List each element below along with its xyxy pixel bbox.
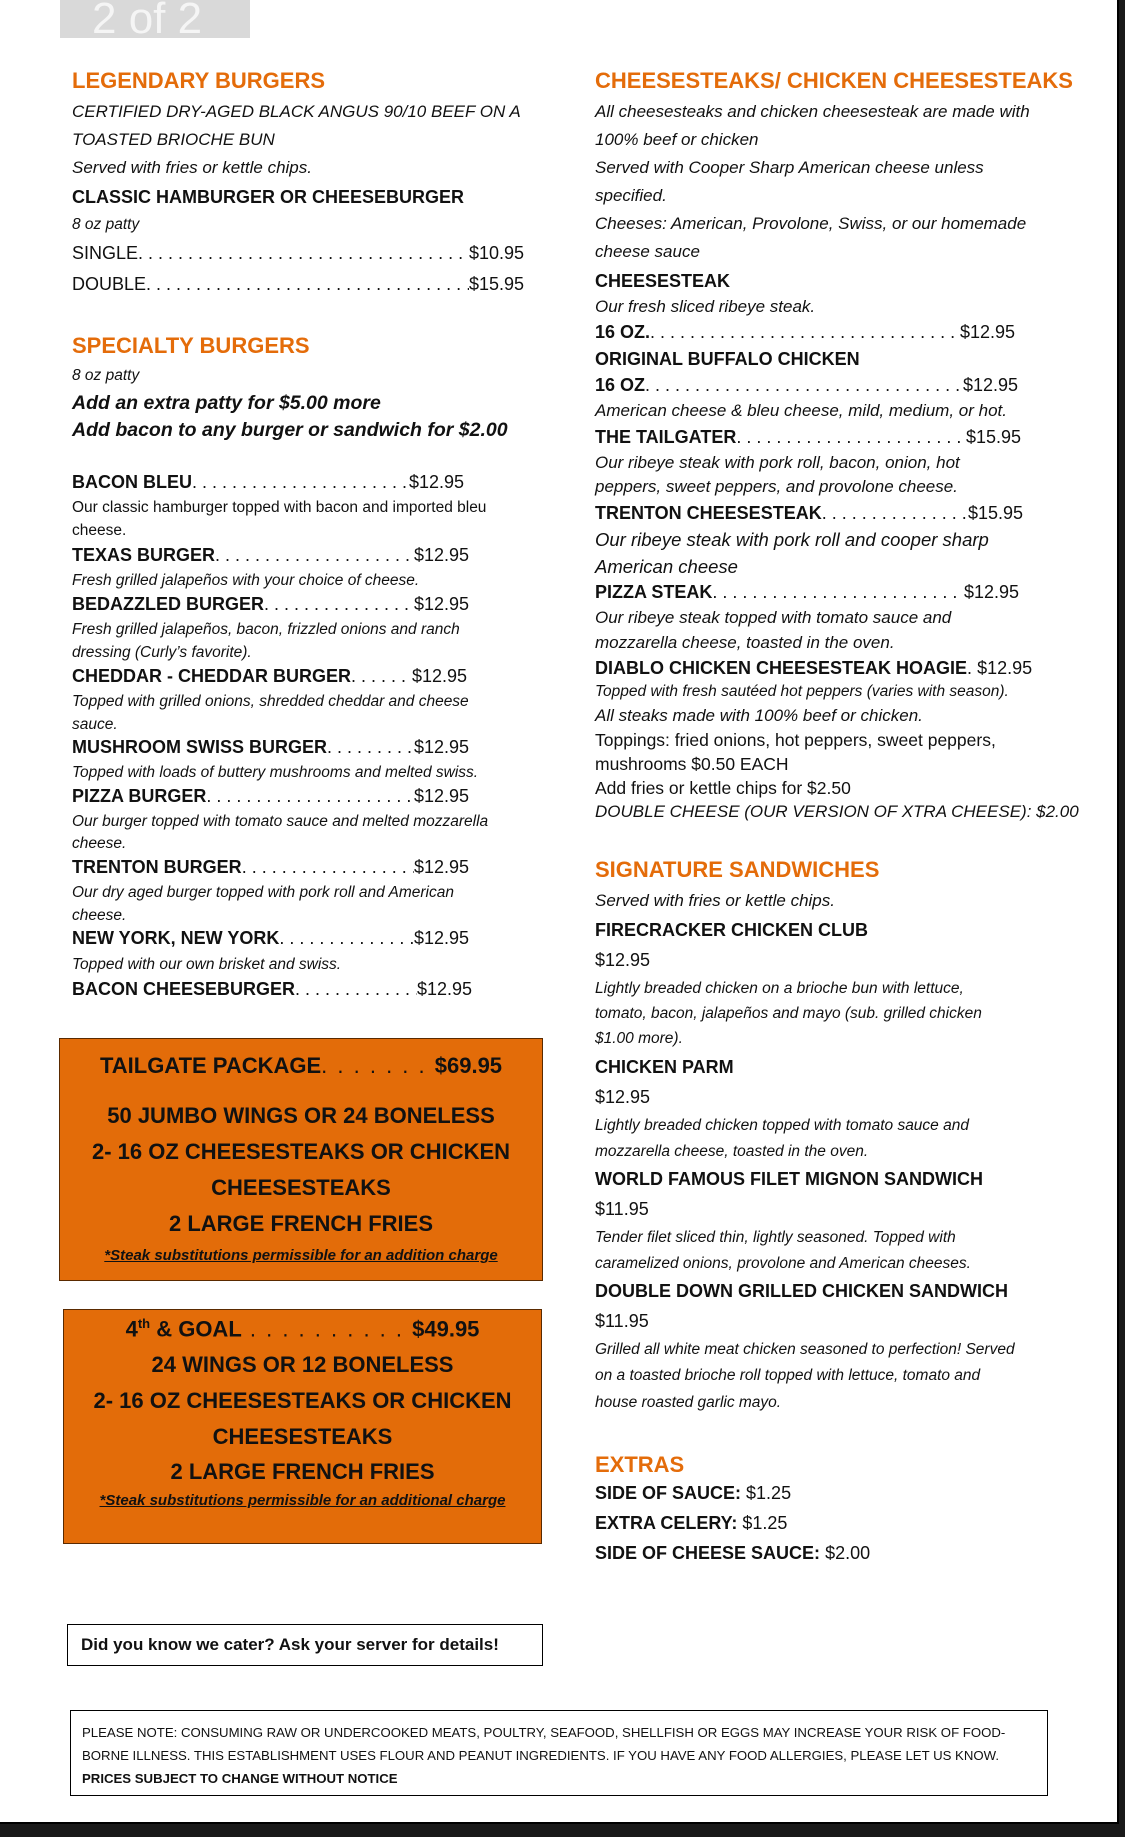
menu-item-pizza-burger bbox=[72, 786, 469, 807]
item-price: $12.95 bbox=[977, 658, 1033, 678]
item-desc: cheese. bbox=[72, 835, 127, 852]
item-desc: house roasted garlic mayo. bbox=[595, 1394, 782, 1411]
extra-item bbox=[595, 1483, 791, 1504]
item-desc: peppers, sweet peppers, and provolone cheese. bbox=[595, 477, 958, 496]
item-desc: tomato, bacon, jalapeños and mayo (sub. grilled chicken bbox=[595, 1005, 982, 1022]
item-desc: cheese. bbox=[72, 522, 127, 539]
item-title: CLASSIC HAMBURGER OR CHEESEBURGER bbox=[72, 187, 465, 207]
item-desc: caramelized onions, provolone and American cheeses. bbox=[595, 1255, 971, 1272]
item-desc: Tender filet sliced thin, lightly seasoned. Topped with bbox=[595, 1229, 956, 1246]
item-title: ORIGINAL BUFFALO CHICKEN bbox=[595, 349, 860, 369]
package-line: CHEESESTEAKS bbox=[212, 1424, 393, 1449]
item-desc: Our dry aged burger topped with pork roll and American bbox=[72, 884, 454, 901]
item-name: PIZZA STEAK bbox=[595, 582, 713, 602]
package-line: 2- 16 OZ CHEESESTEAKS OR CHICKEN bbox=[93, 1388, 512, 1413]
catering-note bbox=[67, 1624, 543, 1666]
menu-item-bacon-cheeseburger bbox=[72, 979, 472, 1000]
goal-sup: th bbox=[137, 1316, 151, 1331]
tailgate-package-box bbox=[59, 1038, 543, 1281]
extra-label: SIDE OF SAUCE: bbox=[595, 1483, 742, 1503]
section-title-legendary-burgers: LEGENDARY BURGERS bbox=[72, 68, 326, 93]
item-name: BACON CHEESEBURGER bbox=[72, 979, 296, 999]
item-name: TRENTON CHEESESTEAK bbox=[595, 503, 822, 523]
item-name: SINGLE bbox=[72, 243, 139, 263]
burgers-desc: TOASTED BRIOCHE BUN bbox=[72, 130, 275, 149]
menu-item-cheddar-burger bbox=[72, 666, 467, 687]
package-price: $49.95 bbox=[412, 1316, 480, 1342]
item-price: $12.95 bbox=[963, 582, 1019, 602]
item-desc: dressing (Curly’s favorite). bbox=[72, 644, 252, 661]
item-price: $12.95 bbox=[595, 1087, 651, 1107]
item-price: $15.95 bbox=[965, 427, 1021, 447]
item-desc: American cheese bbox=[595, 556, 738, 577]
goal-title: 4th & GOAL . . . . . . . . . . $49.95 bbox=[125, 1316, 480, 1342]
item-desc: Our ribeye steak with pork roll, bacon, onion, hot bbox=[595, 453, 960, 472]
menu-item-single bbox=[72, 243, 524, 264]
item-desc: Our ribeye steak with pork roll and cooper sharp bbox=[595, 529, 989, 550]
menu-item-trenton-cheesesteak bbox=[595, 503, 1023, 524]
menu-item-tailgater bbox=[595, 427, 1021, 448]
cheesesteaks-desc: 100% beef or chicken bbox=[595, 130, 759, 149]
extra-label: SIDE OF CHEESE SAUCE: bbox=[595, 1543, 821, 1563]
item-desc: on a toasted brioche roll topped with lettuce, tomato and bbox=[595, 1367, 981, 1384]
package-price: $69.95 bbox=[434, 1053, 503, 1078]
package-name: & GOAL bbox=[150, 1316, 242, 1342]
item-price: $12.95 bbox=[413, 928, 469, 948]
item-name: THE TAILGATER bbox=[595, 427, 737, 447]
cheesesteaks-desc: All cheesesteaks and chicken cheesesteak are made with bbox=[595, 102, 1030, 121]
item-title: CHICKEN PARM bbox=[595, 1057, 734, 1077]
package-note: *Steak substitutions permissible for an addition charge bbox=[104, 1247, 498, 1264]
cheesesteaks-desc: Cheeses: American, Provolone, Swiss, or our homemade bbox=[595, 214, 1027, 233]
disclaimer-line: PLEASE NOTE: CONSUMING RAW OR UNDERCOOKED MEATS, POULTRY, SEAFOOD, SHELLFISH OR EGGS MAY INCREASE YOUR RISK OF FOOD- bbox=[82, 1725, 1006, 1740]
section-title-cheesesteaks: CHEESESTEAKS/ CHICKEN CHEESESTEAKS bbox=[595, 68, 1073, 93]
item-name: BACON BLEU bbox=[72, 472, 192, 492]
goal-number: 4 bbox=[125, 1316, 138, 1342]
item-desc: Topped with grilled onions, shredded cheddar and cheese bbox=[72, 693, 469, 710]
extra-patty-note: Add an extra patty for $5.00 more bbox=[72, 392, 381, 414]
item-desc: Our fresh sliced ribeye steak. bbox=[595, 297, 816, 316]
section-title-specialty-burgers: SPECIALTY BURGERS bbox=[72, 333, 310, 358]
menu-item-double bbox=[72, 274, 524, 295]
menu-item-new-york bbox=[72, 928, 469, 949]
item-title: DOUBLE DOWN GRILLED CHICKEN SANDWICH bbox=[595, 1281, 1008, 1301]
menu-item-texas-burger bbox=[72, 545, 469, 566]
item-desc: $1.00 more). bbox=[595, 1030, 683, 1047]
patty-size: 8 oz patty bbox=[72, 216, 140, 233]
item-name: DOUBLE bbox=[72, 274, 147, 294]
package-line: 2 LARGE FRENCH FRIES bbox=[170, 1459, 435, 1484]
fourth-and-goal-box bbox=[63, 1309, 542, 1544]
item-name: CHEDDAR - CHEDDAR BURGER bbox=[72, 666, 351, 686]
burgers-desc: CERTIFIED DRY-AGED BLACK ANGUS 90/10 BEEF ON A bbox=[72, 102, 521, 121]
package-line: 2 LARGE FRENCH FRIES bbox=[168, 1211, 434, 1236]
item-price: $12.95 bbox=[408, 472, 464, 492]
menu-item-diablo-hoagie: DIABLO CHICKEN CHEESESTEAK HOAGIE. $12.95 bbox=[595, 658, 1033, 678]
item-price: $12.95 bbox=[413, 786, 469, 806]
item-desc: Fresh grilled jalapeños, bacon, frizzled onions and ranch bbox=[72, 621, 460, 638]
item-name: BEDAZZLED BURGER bbox=[72, 594, 264, 614]
toppings-text: mushrooms $0.50 EACH bbox=[595, 754, 789, 774]
item-price: $12.95 bbox=[959, 322, 1015, 342]
item-name: 16 OZ. bbox=[595, 322, 651, 342]
item-desc: All steaks made with 100% beef or chicken. bbox=[595, 706, 923, 725]
item-price: $11.95 bbox=[595, 1199, 649, 1219]
burgers-served: Served with fries or kettle chips. bbox=[72, 158, 312, 177]
add-fries-text: Add fries or kettle chips for $2.50 bbox=[595, 778, 851, 798]
item-price: $12.95 bbox=[962, 375, 1018, 395]
tailgate-title: TAILGATE PACKAGE. . . . . . . $69.95 bbox=[99, 1053, 503, 1078]
item-desc: mozzarella cheese, toasted in the oven. bbox=[595, 633, 895, 652]
extra-price: $2.00 bbox=[825, 1543, 871, 1563]
double-cheese-text: DOUBLE CHEESE (OUR VERSION OF XTRA CHEESE): $2.00 bbox=[595, 802, 1079, 821]
item-title: WORLD FAMOUS FILET MIGNON SANDWICH bbox=[595, 1169, 983, 1189]
item-desc: sauce. bbox=[72, 716, 118, 733]
item-name: TRENTON BURGER bbox=[72, 857, 242, 877]
item-price: $12.95 bbox=[413, 594, 469, 614]
package-name: TAILGATE PACKAGE bbox=[99, 1053, 322, 1078]
item-desc: mozzarella cheese, toasted in the oven. bbox=[595, 1143, 869, 1160]
item-desc: Lightly breaded chicken on a brioche bun with lettuce, bbox=[595, 980, 964, 997]
item-name: NEW YORK, NEW YORK bbox=[72, 928, 280, 948]
item-desc: American cheese & bleu cheese, mild, medium, or hot. bbox=[595, 401, 1007, 420]
item-title: FIRECRACKER CHICKEN CLUB bbox=[595, 920, 868, 940]
item-price: $12.95 bbox=[416, 979, 472, 999]
section-title-signature-sandwiches: SIGNATURE SANDWICHES bbox=[595, 857, 880, 882]
item-price: $11.95 bbox=[595, 1311, 649, 1331]
item-price: $15.95 bbox=[967, 503, 1023, 523]
package-line: 50 JUMBO WINGS OR 24 BONELESS bbox=[107, 1103, 495, 1128]
extra-price: $1.25 bbox=[746, 1483, 792, 1503]
extra-item bbox=[595, 1513, 787, 1534]
item-name: 16 OZ bbox=[595, 375, 646, 395]
package-line: 24 WINGS OR 12 BONELESS bbox=[151, 1352, 454, 1377]
item-price: $12.95 bbox=[413, 857, 469, 877]
allergy-disclaimer bbox=[70, 1710, 1048, 1796]
page-indicator: 2 of 2 bbox=[60, 0, 250, 38]
item-desc: Topped with our own brisket and swiss. bbox=[72, 956, 342, 973]
item-name: TEXAS BURGER bbox=[72, 545, 216, 565]
menu-item-mushroom-swiss bbox=[72, 737, 469, 758]
extra-label: EXTRA CELERY: bbox=[595, 1513, 738, 1533]
item-price: $12.95 bbox=[595, 950, 651, 970]
item-desc: Topped with loads of buttery mushrooms and melted swiss. bbox=[72, 764, 479, 781]
item-desc: cheese. bbox=[72, 907, 127, 924]
item-desc: Lightly breaded chicken topped with tomato sauce and bbox=[595, 1117, 969, 1134]
item-price: $12.95 bbox=[413, 545, 469, 565]
item-title: CHEESESTEAK bbox=[595, 271, 731, 291]
cheesesteaks-desc: specified. bbox=[595, 186, 667, 205]
menu-item-pizza-steak bbox=[595, 582, 1019, 603]
package-line: 2- 16 OZ CHEESESTEAKS OR CHICKEN bbox=[91, 1139, 511, 1164]
package-line: CHEESESTEAKS bbox=[211, 1175, 391, 1200]
cheesesteaks-desc: cheese sauce bbox=[595, 242, 700, 261]
item-price: $15.95 bbox=[468, 274, 524, 294]
catering-text: Did you know we cater? Ask your server for details! bbox=[81, 1635, 499, 1654]
menu-item-cheesesteak-16oz bbox=[595, 322, 1015, 343]
item-name: MUSHROOM SWISS BURGER bbox=[72, 737, 328, 757]
patty-size: 8 oz patty bbox=[72, 367, 140, 384]
item-desc: Fresh grilled jalapeños with your choice of cheese. bbox=[72, 572, 420, 589]
cheesesteaks-desc: Served with Cooper Sharp American cheese unless bbox=[595, 158, 984, 177]
extra-price: $1.25 bbox=[742, 1513, 788, 1533]
disclaimer-line: BORNE ILLNESS. THIS ESTABLISHMENT USES FLOUR AND PEANUT INGREDIENTS. IF YOU HAVE ANY FOOD ALLERGIES, PLEASE LET US KNOW. bbox=[82, 1748, 1000, 1763]
menu-item-trenton-burger bbox=[72, 857, 469, 878]
package-note: *Steak substitutions permissible for an additional charge bbox=[99, 1492, 506, 1509]
item-desc: Grilled all white meat chicken seasoned to perfection! Served bbox=[595, 1341, 1015, 1358]
section-title-extras: EXTRAS bbox=[595, 1452, 685, 1477]
item-desc: Topped with fresh sautéed hot peppers (varies with season). bbox=[595, 683, 1009, 700]
item-price: $12.95 bbox=[413, 737, 469, 757]
menu-item-bedazzled-burger bbox=[72, 594, 469, 615]
item-desc: Our classic hamburger topped with bacon and imported bleu bbox=[72, 499, 487, 516]
menu-item-buffalo-16oz bbox=[595, 375, 1018, 396]
item-name: PIZZA BURGER bbox=[72, 786, 207, 806]
toppings-text: Toppings: fried onions, hot peppers, sweet peppers, bbox=[595, 730, 996, 750]
menu-item-bacon-bleu bbox=[72, 472, 464, 493]
price-change-notice: PRICES SUBJECT TO CHANGE WITHOUT NOTICE bbox=[82, 1771, 398, 1786]
item-price: $12.95 bbox=[411, 666, 467, 686]
extra-item bbox=[595, 1543, 870, 1564]
item-desc: Our ribeye steak topped with tomato sauce and bbox=[595, 608, 952, 627]
item-desc: Our burger topped with tomato sauce and melted mozzarella bbox=[72, 813, 489, 830]
item-price: $10.95 bbox=[468, 243, 524, 263]
item-name: DIABLO CHICKEN CHEESESTEAK HOAGIE bbox=[595, 658, 968, 678]
add-bacon-note: Add bacon to any burger or sandwich for $2.00 bbox=[72, 419, 508, 441]
signature-served: Served with fries or kettle chips. bbox=[595, 891, 835, 910]
